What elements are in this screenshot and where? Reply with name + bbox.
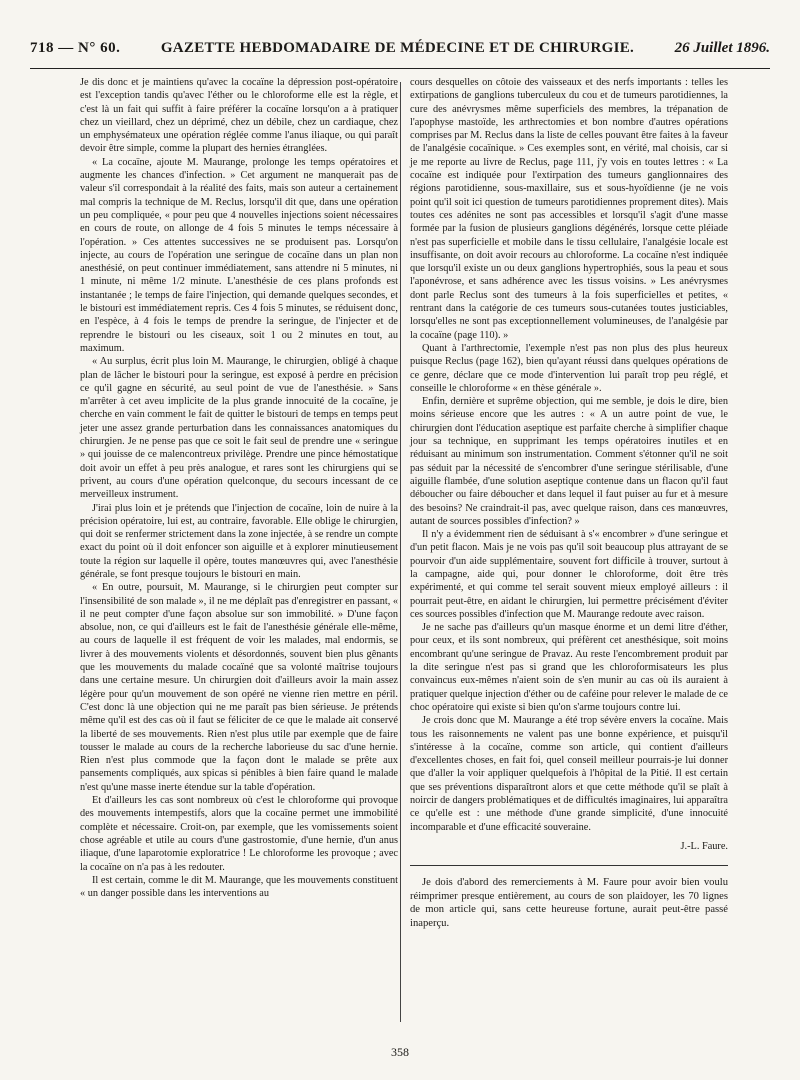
section-divider (410, 865, 728, 866)
paragraph: J'irai plus loin et je prétends que l'injection de cocaïne, loin de nuire à la précision opératoire, lui est, au contraire, favorable. Elle oblige le chirurgien, qui doit se renfermer strictement dans la zone injectée, à se rendre un compte exact du point où il doit enfoncer son aiguille et à explorer minutieusement toute la région sur laquelle il opère, toutes manœuvres qui, avec l'anesthésie générale, se font presque toujours le bistouri en main. (80, 502, 398, 580)
paragraph: Je crois donc que M. Maurange a été trop sévère envers la cocaïne. Mais tous les raisonnements ne valent pas une bonne expérience, et puisqu'il s'intéresse à la cocaïne, comme son article, qui contient d'ailleurs d'excellentes choses, en fait foi, quel conseil meilleur pourrais-je lui donner que d'aller la voir appliquer quelquefois à l'hôpital de la Pitié. Il est certain que ses préventions disparaîtront alors et que cette méthode qu'il se plaît à noircir de dangers problématiques et de difficultés imaginaires, lui apparaîtra ce qu'elle est : une méthode d'une grande simplicité, d'une innocuité incomparable et d'une efficacité souveraine. (410, 715, 728, 833)
paragraph: Je ne sache pas d'ailleurs qu'un masque énorme et un demi litre d'éther, pour ceux, et ils sont nombreux, qui préfèrent cet anesthésique, soit moins encombrant qu'une seringue de Pravaz. Au reste l'encombrement produit par la dite seringue n'est pas si grand que les chloroformisateurs les plus convaincus eux-mêmes n'aient soin de s'en munir au cas où ils auraient à pratiquer quelque injection d'éther ou de caféine pour relever le malade de ce choc opératoire qui existe si bien qu'on s'arme toujours contre lui. (410, 622, 728, 713)
running-header (30, 40, 770, 66)
right-column (410, 76, 728, 931)
header-rule (30, 68, 770, 69)
paragraph: cours desquelles on côtoie des vaisseaux et des nerfs importants : telles les extirpations de ganglions tuberculeux du cou et de tumeurs parotidiennes, la cure des anévrysmes même superficiels des membres, la trépanation de l'apophyse mastoïde, les arthrectomies et bon nombre d'autres opérations comprises par M. Reclus dans la liste de celles pouvant être faites à la faveur de l'analgésie cocaïnique. » Ces exemples sont, en vérité, mal choisis, car si je me reporte au livre de Reclus, page 111, j'y vois en toutes lettres : « La cocaïne est indiquée pour l'extirpation des tumeurs ganglionnaires des régions parotidienne, sous-maxillaire, sus et sous-hyoïdienne (je ne vois point qu'il soit ici question de tumeurs parotidiennes proprement dites). Mais toutes ces adénites ne sont pas accessibles et lorsqu'il s'agit d'une masse formée par la fusion de plusieurs ganglions dégénérés, lorsque cette pléiade n'est pas superficielle et mobile dans le tissu cellulaire, l'analgésie locale est insuffisante, on doit avoir recours au chloroforme. La cocaïne n'est indiquée que lorsqu'il existe un ou deux ganglions hypertrophiés, sous la peau et sous l'aponévrose, et sans adhérence avec les tissus voisins. » Les anévrysmes dont parle Reclus sont des tumeurs à la fois superficielles et petites, « rentrant dans la catégorie de ces tumeurs sous-cutanées toutes justiciables, lorsqu'elles ne sont pas exceptionnellement volumineuses, de l'analgésie par la cocaïne (page 110). » (410, 77, 728, 341)
paragraph: Je dis donc et je maintiens qu'avec la cocaïne la dépression post-opératoire est l'exception tandis qu'avec l'éther ou le chloroforme elle est la règle, et c'est là un fait qui suffit à faire préférer la cocaïne lorsqu'on a à pratiquer chez un vieillard, chez un déprimé, chez un débile, chez un cardiaque, chez un emphysémateux une opération réglée comme l'anus iliaque, ou qui paraît devoir être simple, comme la plupart des hernies étranglées. (80, 77, 398, 155)
left-column (80, 76, 398, 900)
paragraph: « La cocaïne, ajoute M. Maurange, prolonge les temps opératoires et augmente les chances d'infection. » Cet argument ne manquerait pas de valeur s'il correspondait à la réalité des faits, mais son auteur a certainement mal compris la technique de M. Reclus, lorsqu'il dit que, dans une opération un peu compliquée, « pour peu que 4 nouvelles injections soient nécessaires en cours de route, on allonge de 4 fois 5 minutes le temps nécessaire à l'opération. » Ces attentes successives ne se produisent pas. Lorsqu'on injecte, au cours de l'opération une seringue de cocaïne dans un plan non anesthésié, on peut continuer immédiatement, sans attendre ni 5 minutes, ni 1 minute, ni même 1/2 minute. L'anesthésie de ces plans profonds est instantanée ; le temps de faire l'injection, qui demande quelques secondes, et le bistouri est immédiatement repris. Ces 4 fois 5 minutes, se réduisent donc, en l'espèce, à 4 fois le temps de prendre la seringue, de l'injecter et de reprendre le bistouri ou les ciseaux, soit 1 ou 2 minutes en tout, au maximum. (80, 156, 398, 354)
issue-date: 26 Juillet 1896. (674, 40, 770, 56)
page-number: 358 (391, 1045, 409, 1059)
page-issue-label: 718 — N° 60. (30, 40, 121, 56)
author-signature: J.-L. Faure. (680, 840, 728, 852)
column-divider (400, 82, 401, 1022)
paragraph: « En outre, poursuit, M. Maurange, si le chirurgien peut compter sur l'insensibilité de son malade », il ne me déplaît pas d'enregistrer en passant, « il ne peut compter d'une façon absolue sur son immobilité. » D'une façon absolue, non, ce qui d'ailleurs est le fait de l'anesthésie générale elle-même, au cours de laquelle il est fréquent de voir les malades, mal endormis, se livrer à des mouvements violents et désordonnés, souvent bien plus gênants que les mouvements du malade cocaïné que sa volonté maîtrise toujours dans une certaine mesure. Un chirurgien doit d'ailleurs avoir la main assez légère pour qu'un mouvement de son opéré ne vienne rien mettre en péril. C'est donc là une objection qui ne me paraît pas bien sérieuse. Je prétends même qu'il est des cas où il faut se féliciter de ce que le malade ait conservé la liberté de ses mouvements. Rien n'est plus utile par exemple que de faire tousser le malade au cours de la recherche laborieuse du sac d'une hernie. Rien n'est plus commode que la façon dont le malade se prête aux pansements compliqués, aux spicas si pénibles à bien faire quand le malade n'est qu'une masse inerte étendue sur la table d'opération. (80, 582, 398, 793)
paragraph: « Au surplus, écrit plus loin M. Maurange, le chirurgien, obligé à chaque plan de lâcher le bistouri pour la seringue, est exposé à perdre en précision ce qu'il gagne en sécurité, au seul point de vue de l'anesthésie. » Sans m'arrêter à cet aveu implicite de la plus grande innocuité de la cocaïne, je cherche en vain comment le fait de quitter le bistouri de temps en temps peut jeter une assez grande perturbation dans les connaissances anatomiques du chirurgien. Je ne pense pas que ce soit le fait seul de prendre une « seringue » qui jouisse de ce malencontreux privilège. Prendre une pince hémostatique doit avoir un effet à peu près analogue, et rares sont les chirurgiens qui se privent, au cours d'une opération quelconque, du secours incessant de ce merveilleux instrument. (80, 356, 398, 501)
paragraph: Enfin, dernière et suprême objection, qui me semble, je dois le dire, bien moins sérieuse encore que les autres : « A un autre point de vue, le chirurgien dont l'éducation aseptique est parfaite cherche à simplifier chaque jour sa technique, en supprimant les temps opératoires inutiles et en réduisant au minimum son instrumentation. Comment s'étonner qu'il ne soit pas séduit par la nécessité de s'encombrer d'une seringue stérilisable, d'une aiguille flambée, d'une solution aseptique contenue dans un flacon qu'il faut déboucher ou faire déboucher et dans lequel il faut puiser au fur et à mesure des besoins? Ne craindrait-il pas, avec quelque raison, dans ces manœuvres, autant de sources possibles d'infection? » (410, 396, 728, 527)
paragraph: Il n'y a évidemment rien de séduisant à s'« encombrer » d'une seringue et d'un petit flacon. Mais je ne vois pas qu'il soit beaucoup plus attrayant de se pourvoir d'un aide supplémentaire, souvent fort difficile à trouver, surtout à la campagne, aide qui, pour donner le chloroforme, doit être très expérimenté, et qui comme tel serait souvent mieux employé ailleurs : il pourrait peut-être, en aidant le chirurgien, lui permettre précisément d'éviter ces sources possibles d'infection que M. Maurange redoute avec raison. (410, 529, 728, 620)
paragraph: Quant à l'arthrectomie, l'exemple n'est pas non plus des plus heureux puisque Reclus (page 162), bien qu'ayant réussi dans quelques opérations de ce genre, déclare que ce mode d'intervention lui paraît trop peu réglé, et conseille le chloroforme « en thèse générale ». (410, 342, 728, 394)
journal-title: GAZETTE HEBDOMADAIRE DE MÉDECINE ET DE CHIRURGIE. (160, 40, 635, 56)
paragraph: Il est certain, comme le dit M. Maurange, que les mouvements constituent « un danger possible dans les interventions au (80, 874, 398, 900)
paragraph: Et d'ailleurs les cas sont nombreux où c'est le chloroforme qui provoque des mouvements intempestifs, alors que la cocaïne permet une immobilité complète et nécessaire. Croit-on, par exemple, que les vomissements soient chose agréable et utile au cours d'une gastrostomie, d'une hernie, d'un anus iliaque, d'une laparotomie exploratrice ! Le chloroforme les provoque ; avec la cocaïne on n'a pas à les redouter. (80, 795, 398, 873)
addendum-paragraph: Je dois d'abord des remerciements à M. Faure pour avoir bien voulu réimprimer presque entièrement, au cours de son plaidoyer, les 70 lignes de mon article qui, sans cette heureuse fortune, aurait peut-être passé inaperçu. (410, 877, 728, 929)
